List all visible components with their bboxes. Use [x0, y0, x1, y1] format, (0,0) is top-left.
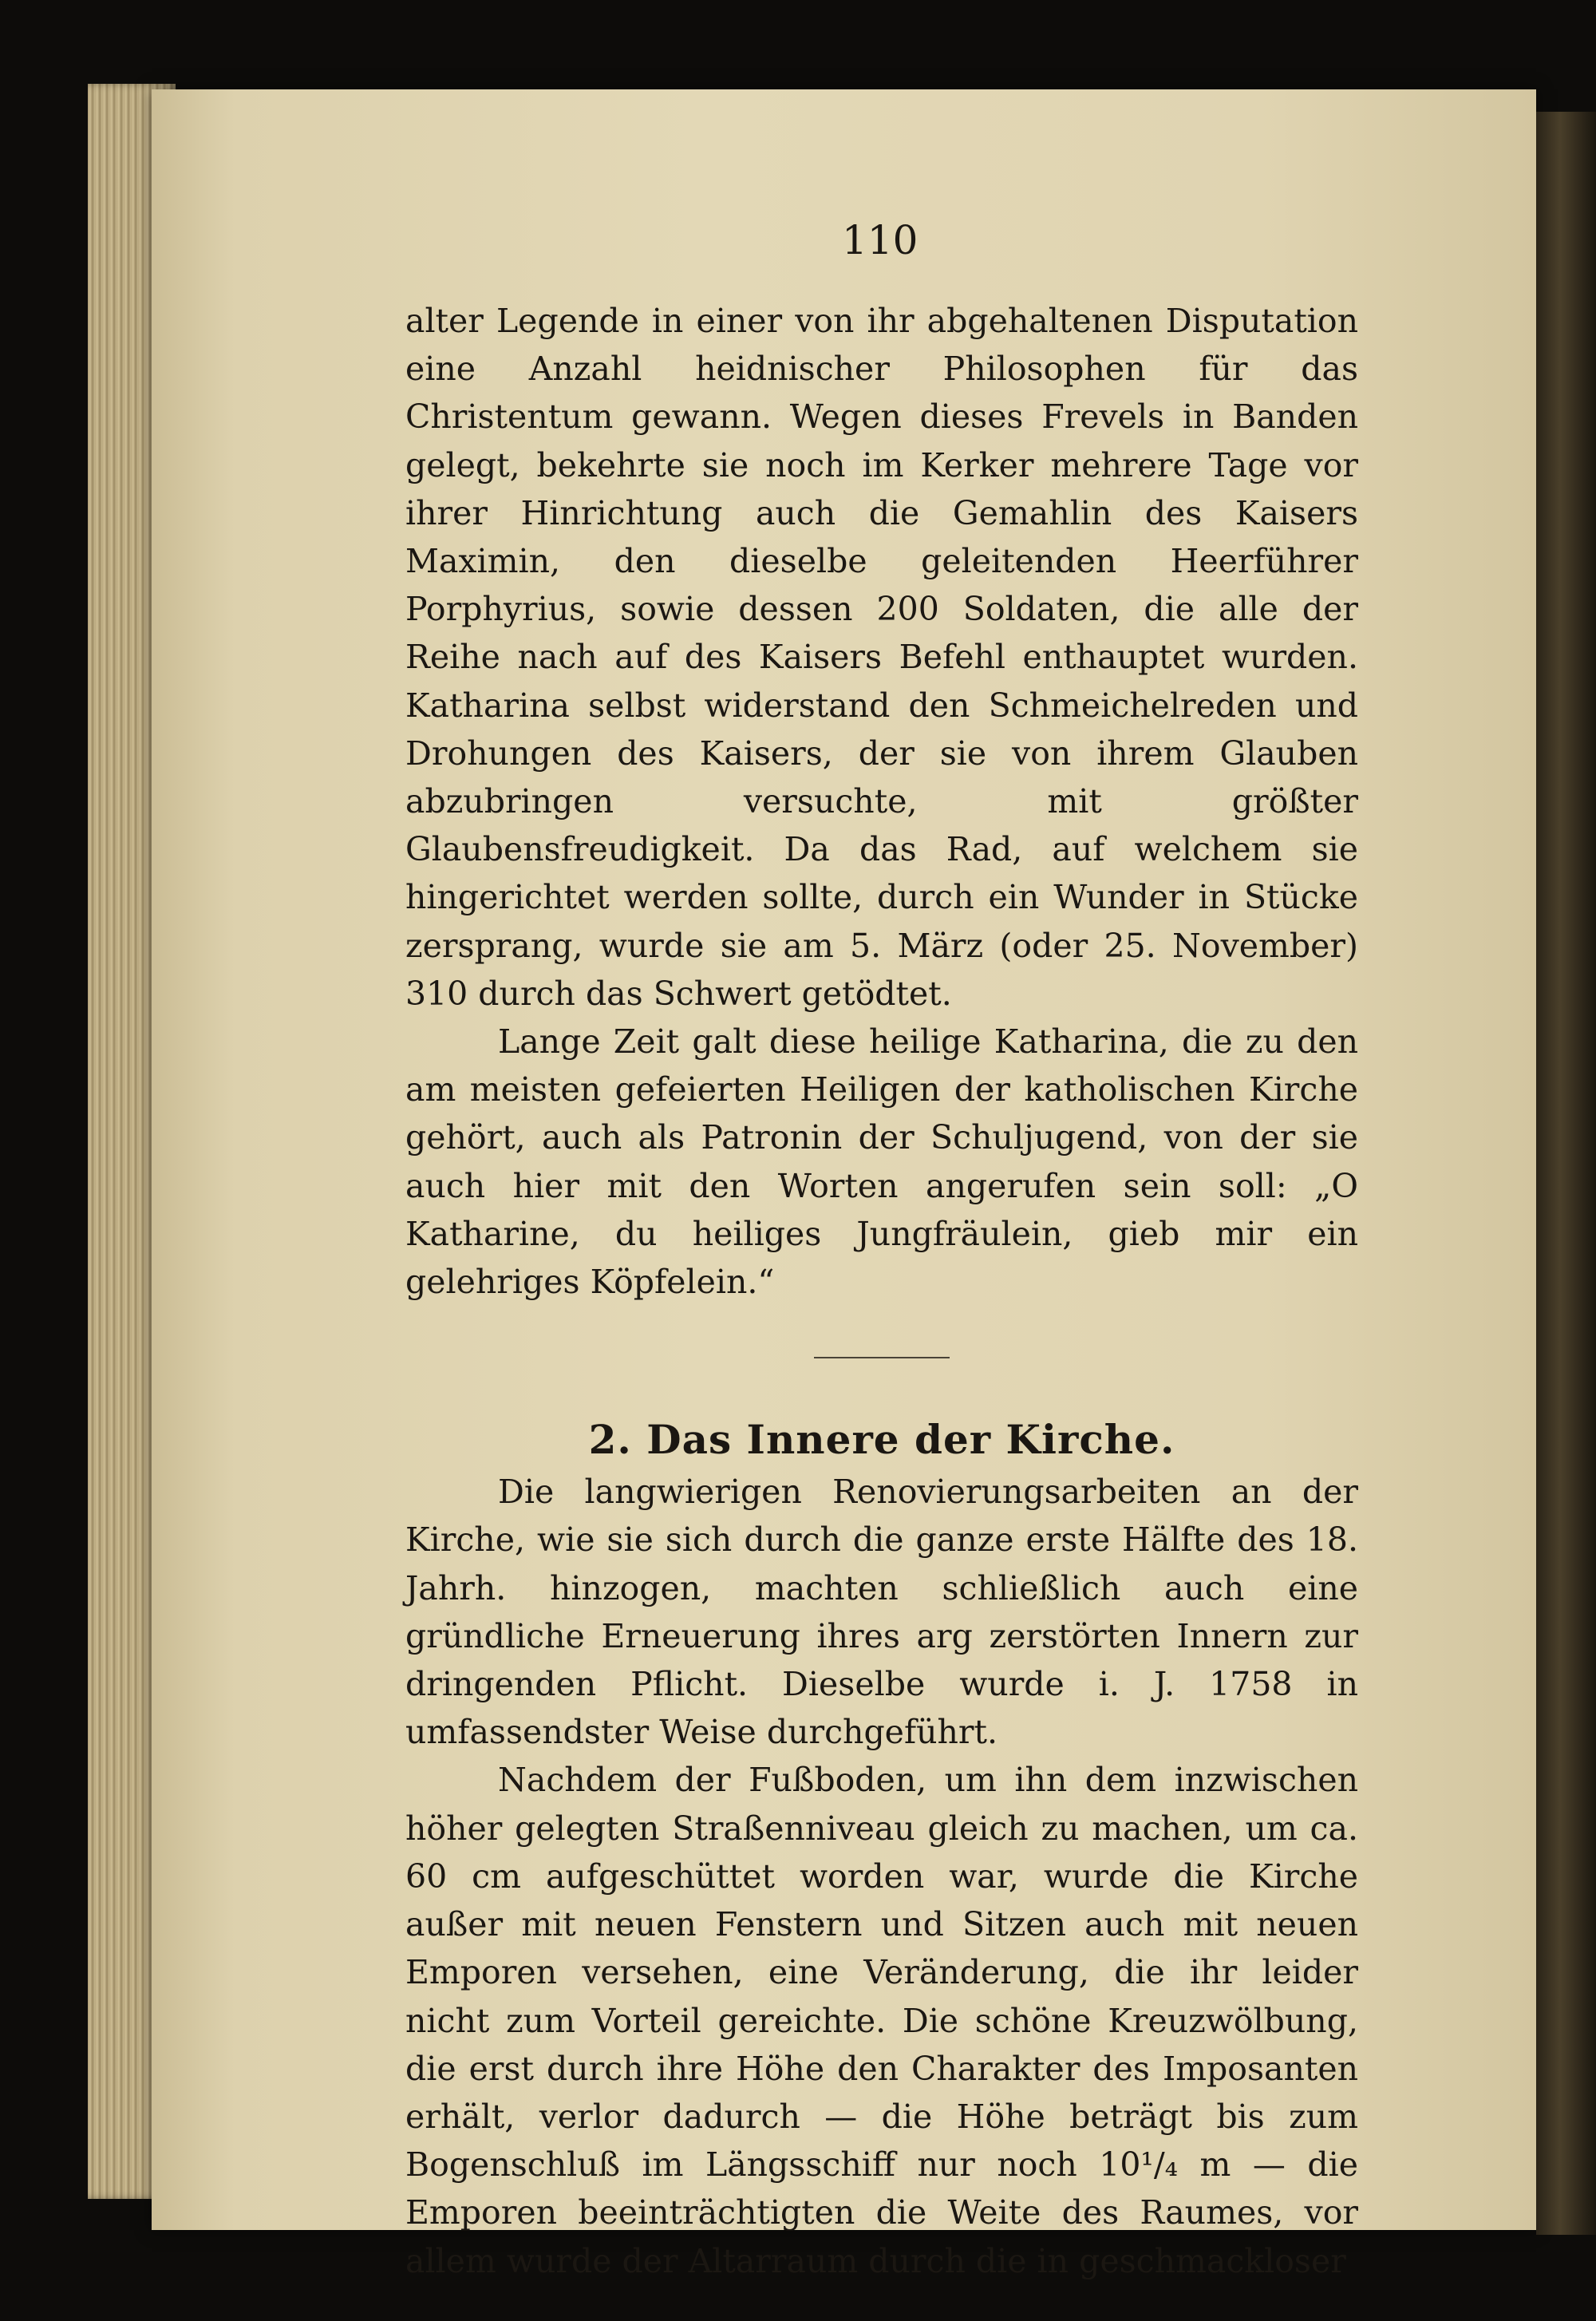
section-divider — [814, 1357, 950, 1358]
section-heading: 2. Das Innere der Kirche. — [588, 1416, 1175, 1464]
book-spine — [1536, 112, 1596, 2235]
paragraph-fussboden: Nachdem der Fußboden, um ihn dem inzwischen höher gelegten Straßenniveau gleich zu machen, um ca. 60 cm aufgeschüttet worden war, wurde die Kirche außer mit neuen Fenstern und Sitzen auch mit neuen Emporen versehen, eine Veränderung, die ihr leider nicht zum Vorteil gereichte. Die schöne Kreuzwölbung, die erst durch ihre Höhe den Charakter des Imposanten erhält, verlor dadurch — die Höhe beträgt bis zum Bogenschluß im Längsschiff nur noch 10¹/₄ m — die Emporen beeinträchtigten die Weite des Raumes, vor allem wurde der Altarraum durch die in geschmackloser — [405, 1761, 1358, 2280]
page-number: 110 — [842, 217, 918, 263]
paragraph-renovierung: Die langwierigen Renovierungsarbeiten an der Kirche, wie sie sich durch die ganze erste Hälfte des 18. Jahrh. hinzogen, machten schließlich auch eine gründliche Erneuerung ihres arg zerstörten Innern zur dringenden Pflicht. Dieselbe wurde i. J. 1758 in umfassendster Weise durchgeführt. — [405, 1473, 1358, 1752]
paragraph-legend: alter Legende in einer von ihr abgehaltenen Disputation eine Anzahl heidnischer Philosophen für das Christentum gewann. Wegen dieses Frevels in Banden gelegt, bekehrte sie noch im Kerker mehrere Tage vor ihrer Hinrichtung auch die Gemahlin des Kaisers Maximin, den dieselbe geleitenden Heerführer Porphyrius, sowie dessen 200 Soldaten, die alle der Reihe nach auf des Kaisers Befehl enthauptet wurden. Katharina selbst widerstand den Schmeichelreden und Drohungen des Kaisers, der sie von ihrem Glauben abzubringen versuchte, mit größter Glaubensfreudigkeit. Da das Rad, auf welchem sie hingerichtet werden sollte, durch ein Wunder in Stücke zersprang, wurde sie am 5. März (oder 25. November) 310 durch das Schwert getödtet. — [405, 302, 1358, 1013]
page-body — [405, 297, 1358, 2285]
paragraph-patronin: Lange Zeit galt diese heilige Katharina, die zu den am meisten gefeierten Heiligen der katholischen Kirche gehört, auch als Patronin der Schuljugend, von der sie auch hier mit den Worten angerufen sein soll: „O Katharine, du heiliges Jungfräulein, gieb mir ein gelehriges Köpfelein.“ — [405, 1022, 1358, 1302]
